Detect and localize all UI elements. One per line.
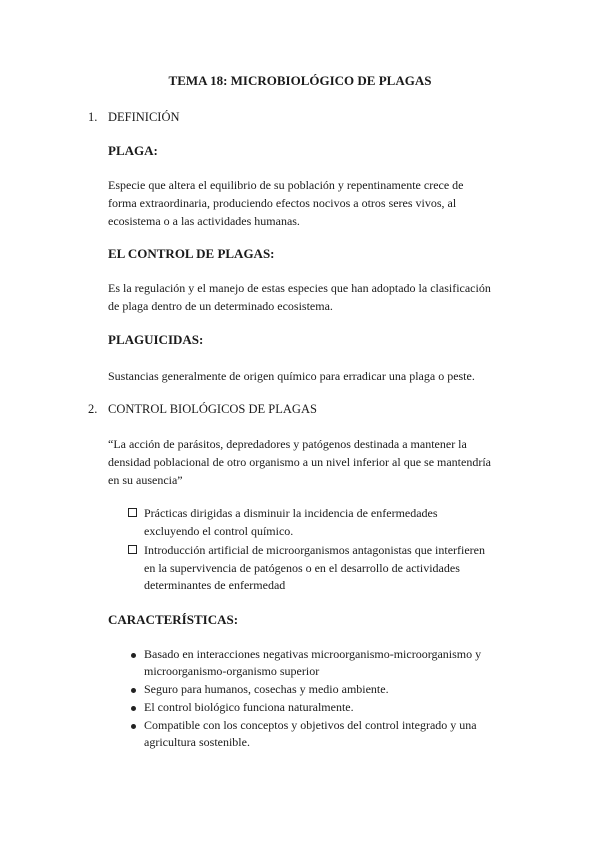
quote-line: densidad poblacional de otro organismo a un nivel inferior al que se mantendría <box>108 455 491 469</box>
checklist-line: en la supervivencia de patógenos o en el desarrollo de actividades <box>144 560 460 575</box>
checklist-line: excluyendo el control químico. <box>144 523 294 538</box>
checklist <box>128 505 528 597</box>
paragraph-line: ecosistema o a las actividades humanas. <box>108 214 300 228</box>
bullet-icon <box>131 724 136 729</box>
list-item-line: Compatible con los conceptos y objetivos del control integrado y una <box>144 718 477 732</box>
plaguicidas-heading: PLAGUICIDAS: <box>108 332 204 347</box>
page-title: TEMA 18: MICROBIOLÓGICO DE PLAGAS <box>168 73 432 88</box>
plaga-paragraph <box>108 176 528 230</box>
section-1-title: DEFINICIÓN <box>108 110 180 124</box>
checklist-line: Introducción artificial de microorganismos antagonistas que interfieren <box>144 543 485 557</box>
checklist-item <box>128 542 528 595</box>
section-2-title: CONTROL BIOLÓGICOS DE PLAGAS <box>108 402 317 416</box>
checkbox-icon <box>128 508 137 517</box>
section-2-number: 2. <box>88 402 98 416</box>
list-item-line: agricultura sostenible. <box>144 735 250 749</box>
bullet-icon <box>131 706 136 711</box>
quote-line: “La acción de parásitos, depredadores y patógenos destinada a mantener la <box>108 437 467 451</box>
section-1-number: 1. <box>88 110 98 124</box>
list-item <box>128 699 538 716</box>
list-item-line: microorganismo-organismo superior <box>144 664 320 678</box>
checklist-line: Prácticas dirigidas a disminuir la incidencia de enfermedades <box>144 506 438 520</box>
paragraph-line: de plaga dentro de un determinado ecosistema. <box>108 299 333 313</box>
list-item <box>128 681 538 698</box>
paragraph-line: Sustancias generalmente de origen químico para erradicar una plaga o peste. <box>108 369 475 383</box>
caracteristicas-list <box>128 646 538 752</box>
paragraph-line: Es la regulación y el manejo de estas especies que han adoptado la clasificación <box>108 281 491 295</box>
control-paragraph <box>108 279 528 315</box>
checkbox-icon <box>128 545 137 554</box>
quote-line: en su ausencia” <box>108 473 183 487</box>
checklist-item <box>128 505 528 540</box>
plaga-heading: PLAGA: <box>108 143 158 158</box>
list-item <box>128 646 538 680</box>
section-2-heading <box>88 402 317 417</box>
bullet-icon <box>131 653 136 658</box>
plaguicidas-paragraph <box>108 367 528 385</box>
list-item-line: Basado en interacciones negativas microorganismo-microorganismo y <box>144 647 482 661</box>
paragraph-line: Especie que altera el equilibrio de su población y repentinamente crece de <box>108 178 464 192</box>
control-heading: EL CONTROL DE PLAGAS: <box>108 246 275 261</box>
list-item-line: El control biológico funciona naturalmente. <box>144 700 354 714</box>
bullet-icon <box>131 688 136 693</box>
definition-quote <box>108 435 528 489</box>
list-item-line: Seguro para humanos, cosechas y medio ambiente. <box>144 682 389 696</box>
paragraph-line: forma extraordinaria, produciendo efectos nocivos a otros seres vivos, al <box>108 196 457 210</box>
list-item <box>128 717 538 751</box>
checklist-line: determinantes de enfermedad <box>144 578 286 592</box>
section-1-heading <box>88 110 180 125</box>
caracteristicas-heading: CARACTERÍSTICAS: <box>108 612 239 627</box>
